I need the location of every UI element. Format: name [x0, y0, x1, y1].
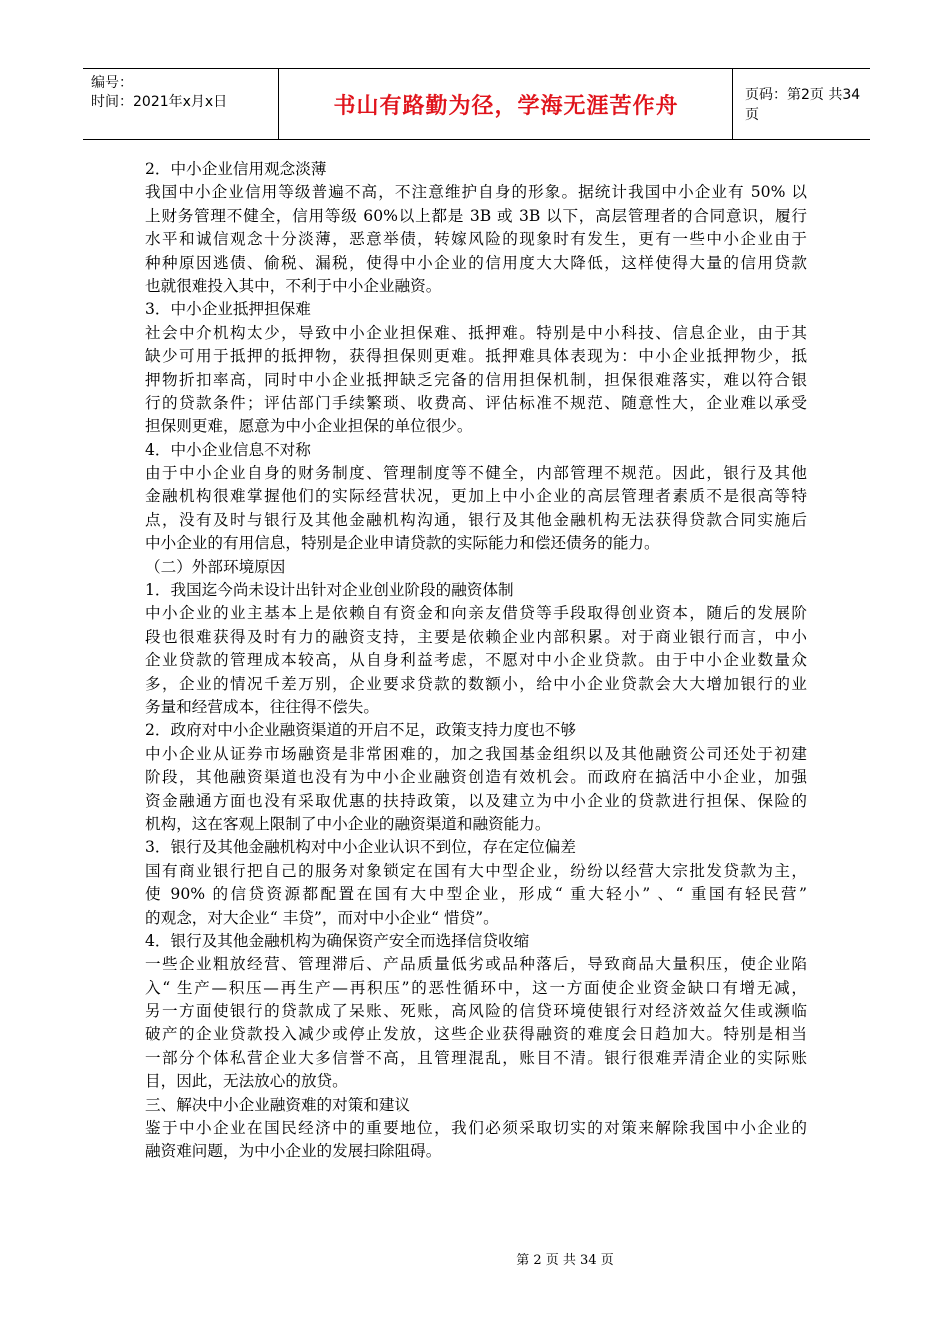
section-heading: （二）外部环境原因	[145, 557, 286, 576]
section-heading: 2．政府对中小企业融资渠道的开启不足，政策支持力度也不够	[145, 721, 576, 740]
paragraph-line: 种种原因逃债、偷税、漏税，使得中小企业的信用度大大降低，这样使得大量的信用贷款	[145, 253, 807, 272]
paragraph-line: 社会中介机构太少，导致中小企业担保难、抵押难。特别是中小科技、信息企业，由于其	[145, 323, 807, 342]
paragraph-line: 阶段，其他融资渠道也没有为中小企业融资创造有效机会。而政府在搞活中小企业，加强	[145, 768, 807, 787]
paragraph-line: 由于中小企业自身的财务制度、管理制度等不健全，内部管理不规范。因此，银行及其他	[145, 464, 807, 483]
paragraph-line: 使 90% 的信贷资源都配置在国有大中型企业，形成“ 重大轻小” 、“ 重国有轻民营”	[145, 885, 807, 904]
document-date-label: 时间：2021年x月x日	[91, 94, 228, 110]
paragraph-line: 务量和经营成本，往往得不偿失。	[145, 697, 379, 716]
paragraph-line: 担保则更难，愿意为中小企业担保的单位很少。	[145, 417, 473, 436]
paragraph-line: 行的贷款条件；评估部门手续繁琐、收费高、评估标准不规范、随意性大，企业难以承受	[145, 393, 807, 412]
paragraph-line: 段也很难获得及时有力的融资支持，主要是依赖企业内部积累。对于商业银行而言，中小	[145, 627, 807, 646]
header-page-number: 页码：第2页 共34页	[745, 87, 861, 123]
page-footer: 第 2 页 共 34 页	[516, 1253, 614, 1268]
document-number-label: 编号：	[91, 75, 133, 91]
paragraph-line: 金融机构很难掌握他们的实际经营状况，更加上中小企业的高层管理者素质不是很高等特	[145, 487, 807, 506]
section-heading: 3．中小企业抵押担保难	[145, 300, 311, 319]
paragraph-line: 上财务管理不健全，信用等级 60%以上都是 3B 或 3B 以下，高层管理者的合同意识，履行	[145, 206, 807, 225]
paragraph-line: 鉴于中小企业在国民经济中的重要地位，我们必须采取切实的对策来解除我国中小企业的	[145, 1119, 807, 1138]
paragraph-line: 中小企业的有用信息，特别是企业申请贷款的实际能力和偿还债务的能力。	[145, 534, 660, 553]
header-meta	[83, 69, 279, 139]
section-heading: 4．中小企业信息不对称	[145, 440, 311, 459]
paragraph-line: 水平和诚信观念十分淡薄，恶意举债，转嫁风险的现象时有发生，更有一些中小企业由于	[145, 230, 807, 249]
paragraph-line: 的观念，对大企业“ 丰贷”，而对中小企业“ 惜贷”。	[145, 908, 499, 927]
section-heading: 2．中小企业信用观念淡薄	[145, 160, 327, 178]
paragraph-line: 破产的企业贷款投入减少或停止发放，这些企业获得融资的难度会日趋加大。特别是相当	[145, 1025, 807, 1044]
paragraph-line: 国有商业银行把自己的服务对象锁定在国有大中型企业，纷纷以经营大宗批发贷款为主，	[145, 861, 807, 880]
section-heading: 3．银行及其他金融机构对中小企业认识不到位，存在定位偏差	[145, 838, 576, 857]
paragraph-line: 一部分个体私营企业大多信誉不高，且管理混乱，账目不清。银行很难弄清企业的实际账	[145, 1048, 807, 1067]
paragraph-line: 缺少可用于抵押的抵押物，获得担保则更难。抵押难具体表现为：中小企业抵押物少，抵	[145, 347, 807, 366]
paragraph-line: 融资难问题，为中小企业的发展扫除阻碍。	[145, 1142, 442, 1161]
paragraph-line: 我国中小企业信用等级普遍不高，不注意维护自身的形象。据统计我国中小企业有 50% 以	[145, 183, 807, 202]
document-body	[145, 158, 807, 1164]
paragraph-line: 点，没有及时与银行及其他金融机构沟通，银行及其他金融机构无法获得贷款合同实施后	[145, 510, 807, 529]
paragraph-line: 押物折扣率高，同时中小企业抵押缺乏完备的信用担保机制，担保很难落实，难以符合银	[145, 370, 807, 389]
paragraph-line: 企业贷款的管理成本较高，从自身利益考虑，不愿对中小企业贷款。由于中小企业数量众	[145, 651, 807, 670]
paragraph-line: 另一方面使银行的贷款成了呆账、死账，高风险的信贷环境使银行对经济效益欠佳或濒临	[145, 1002, 807, 1021]
paragraph-line: 中小企业从证券市场融资是非常困难的，加之我国基金组织以及其他融资公司还处于初建	[145, 744, 807, 763]
section-heading: 4．银行及其他金融机构为确保资产安全而选择信贷收缩	[145, 931, 530, 950]
header-motto: 书山有路勤为径，学海无涯苦作舟	[280, 69, 733, 139]
paragraph-line: 入“ 生产—积压—再生产—再积压”的恶性循环中，这一方面使企业资金缺口有增无减，	[145, 978, 807, 997]
paragraph-line: 一些企业粗放经营、管理滞后、产品质量低劣或品种落后，导致商品大量积压，使企业陷	[145, 955, 807, 974]
section-heading: 三、解决中小企业融资难的对策和建议	[145, 1095, 411, 1114]
paragraph-line: 多，企业的情况千差万别，企业要求贷款的数额小，给中小企业贷款会大大增加银行的业	[145, 674, 807, 693]
paragraph-line: 目，因此，无法放心的放贷。	[145, 1072, 348, 1091]
section-heading: 1．我国迄今尚未设计出针对企业创业阶段的融资体制	[145, 581, 514, 600]
paragraph-line: 也就很难投入其中，不利于中小企业融资。	[145, 276, 442, 295]
page-header	[83, 68, 870, 140]
paragraph-line: 机构，这在客观上限制了中小企业的融资渠道和融资能力。	[145, 814, 551, 833]
paragraph-line: 中小企业的业主基本上是依赖自有资金和向亲友借贷等手段取得创业资本，随后的发展阶	[145, 604, 807, 623]
paragraph-line: 资金融通方面也没有采取优惠的扶持政策，以及建立为中小企业的贷款进行担保、保险的	[145, 791, 807, 810]
